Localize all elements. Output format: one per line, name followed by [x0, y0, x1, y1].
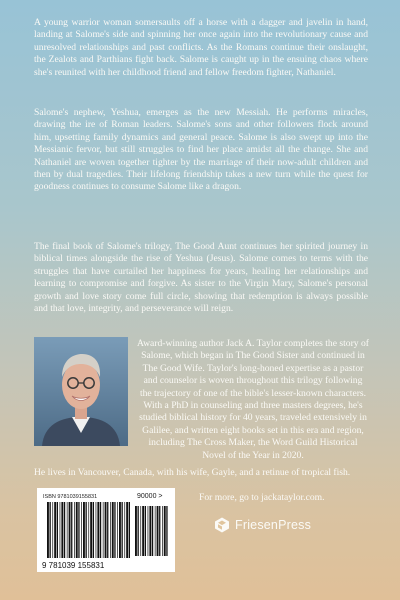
- synopsis-paragraph-2: Salome's nephew, Yeshua, emerges as the new Messiah. He performs miracles, drawing the ire of Roman leaders. Salome's sons and other followers flock around him, upsetting family dynamics and general peace. Salome is also swept up into the Messianic fervor, but still struggles to find her place amidst all the change. She and Nathaniel are woven together tighter by the marriage of their now-adult children and then by dual tragedies. Their lifelong friendship takes a new turn while the quest for goodness continues to consume Salome like a dragon.: [34, 107, 368, 193]
- isbn-label: ISBN 9781039155831: [43, 494, 98, 500]
- publisher-logo-block: [214, 517, 311, 533]
- synopsis-paragraph-1: A young warrior woman somersaults off a horse with a dagger and javelin in hand, landing at Salome's side and spinning her once again into the revolutionary cause and unresolved relationships and past conflicts. As the Romans continue their onslaught, the Zealots and Parthians fight back. Salome is caught up in the ensuing chaos where she's reunited with her childhood friend and fellow freedom fighter, Nathaniel.: [34, 17, 368, 78]
- author-photo: [34, 337, 128, 446]
- author-bio: Award-winning author Jack A. Taylor completes the story of Salome, which began in The Good Sister and continued in The Good Wife. Taylor's long-honed expertise as a pastor and counselor is woven throughout this trilogy following the trajectory of one of the bible's lesser-known characters. With a PhD in counseling and three masters degrees, he's studied biblical history for 40 years, traveled extensively in Galilee, and written eight books set in this era and region, including The Cross Maker, the Word Guild Historical Novel of the Year in 2020.: [137, 338, 369, 461]
- price-code: 90000 >: [137, 493, 163, 500]
- barcode-main-bars: [47, 502, 130, 558]
- author-residence: He lives in Vancouver, Canada, with his wife, Gayle, and a retinue of tropical fish.: [34, 467, 351, 478]
- publisher-name: FriesenPress: [235, 518, 312, 532]
- barcode-addon-bars: [135, 506, 168, 556]
- synopsis-paragraph-3: The final book of Salome's trilogy, The Good Aunt continues her spirited journey in biblical times alongside the rise of Yeshua (Jesus). Salome comes to terms with the struggles that have curtailed her happiness for years, healing her relationships and learning to compromise and forgive. As sister to the Virgin Mary, Salome's personal growth and love story come full circle, showing that redemption is always possible and that love, integrity, and perseverance will reign.: [34, 241, 368, 315]
- website-line: For more, go to jackataylor.com.: [199, 492, 325, 503]
- barcode-digits: 9 781039 155831: [42, 561, 105, 570]
- isbn-barcode: [37, 488, 175, 572]
- friesenpress-logo-icon: [214, 517, 230, 533]
